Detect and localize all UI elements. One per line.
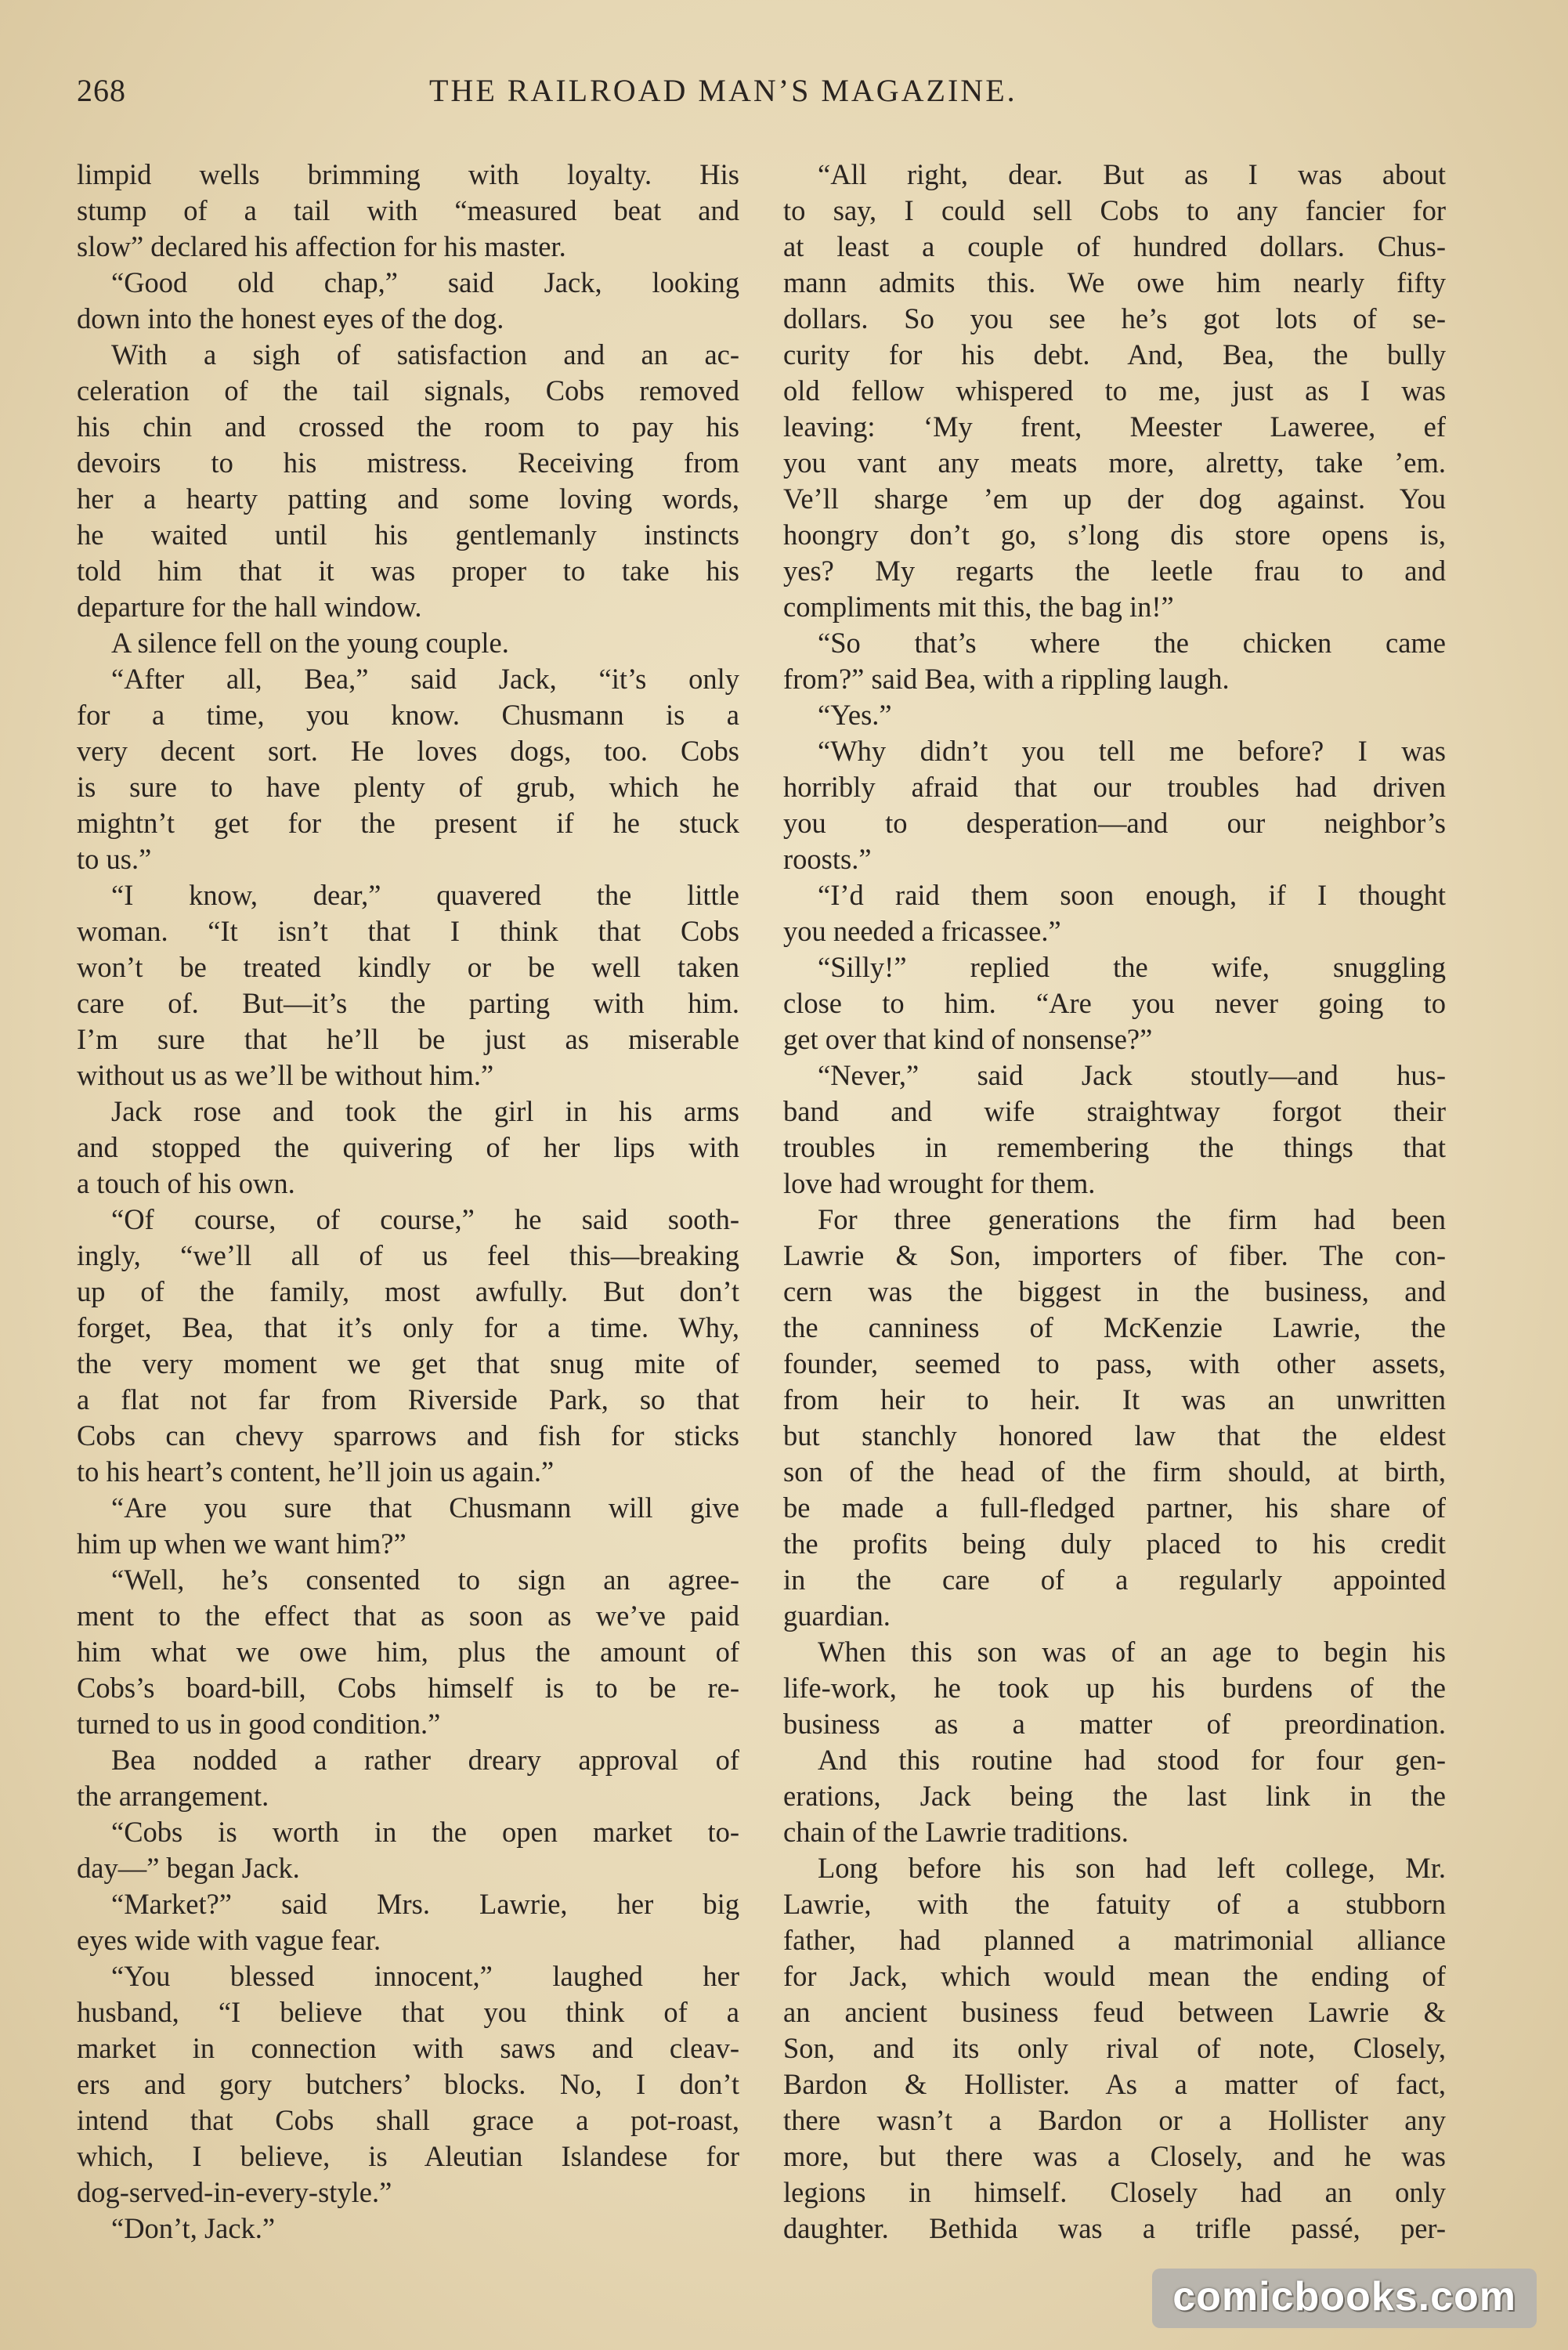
text-line: Bea nodded a rather dreary approval of [111,1744,739,1776]
text-line: son of the head of the firm should, at birth, [783,1455,1446,1488]
text-line: Son, and its only rival of note, Closely, [783,2032,1446,2064]
text-line: When this son was of an age to begin his [818,1636,1446,1668]
text-line: slow” declared his affection for his master. [77,230,566,262]
text-line: Bardon & Hollister. As a matter of fact, [783,2068,1446,2100]
text-line: chain of the Lawrie traditions. [783,1816,1129,1848]
text-line: “After all, Bea,” said Jack, “it’s only [111,663,739,695]
text-line: at least a couple of hundred dollars. Chus- [783,230,1446,262]
text-line: for a time, you know. Chusmann is a [77,699,739,731]
text-line: “Silly!” replied the wife, snuggling [818,951,1446,983]
watermark-logo: comicbooks.com [1152,2269,1537,2328]
text-line: intend that Cobs shall grace a pot-roast, [77,2104,739,2136]
text-line: be made a full-fledged partner, his share of [783,1491,1446,1524]
text-line: With a sigh of satisfaction and an ac- [111,338,739,371]
text-line: band and wife straightway forgot their [783,1095,1446,1127]
text-line: A silence fell on the young couple. [111,627,509,659]
text-line: is sure to have plenty of grub, which he [77,771,739,803]
text-line: up of the family, most awfully. But don’t [77,1275,739,1307]
text-line: down into the honest eyes of the dog. [77,302,504,334]
text-line: yes? My regarts the leetle frau to and [783,555,1446,587]
text-line: more, but there was a Closely, and he was [783,2140,1446,2172]
text-line: curity for his debt. And, Bea, the bully [783,338,1446,371]
text-line: Long before his son had left college, Mr. [818,1852,1446,1884]
text-line: to his heart’s content, he’ll join us again.” [77,1455,555,1488]
text-line: erations, Jack being the last link in the [783,1780,1446,1812]
text-line: life-work, he took up his burdens of the [783,1672,1446,1704]
text-line: you to desperation—and our neighbor’s [783,807,1446,839]
text-line: which, I believe, is Aleutian Islandese for [77,2140,739,2172]
text-line: from?” said Bea, with a rippling laugh. [783,663,1230,695]
text-line: “All right, dear. But as I was about [818,158,1446,190]
text-line: him what we owe him, plus the amount of [77,1636,739,1668]
text-line: and stopped the quivering of her lips with [77,1131,739,1163]
text-line: troubles in remembering the things that [783,1131,1446,1163]
text-line: cern was the biggest in the business, and [783,1275,1446,1307]
right-text-column [783,157,1446,2247]
text-line: business as a matter of preordination. [783,1708,1446,1740]
text-line: roosts.” [783,843,872,875]
text-line: day—” began Jack. [77,1852,300,1884]
text-line: turned to us in good condition.” [77,1708,441,1740]
text-line: her a hearty patting and some loving words, [77,483,739,515]
text-line: mightn’t get for the present if he stuck [77,807,739,839]
text-line: him up when we want him?” [77,1528,406,1560]
text-line: the profits being duly placed to his credit [783,1528,1446,1560]
text-line: celeration of the tail signals, Cobs removed [77,374,739,407]
text-line: for Jack, which would mean the ending of [783,1960,1446,1992]
text-line: husband, “I believe that you think of a [77,1996,739,2028]
page-number: 268 [77,73,126,108]
text-line: old fellow whispered to me, just as I was [783,374,1446,407]
text-line: ers and gory butchers’ blocks. No, I don’t [77,2068,739,2100]
text-line: horribly afraid that our troubles had driven [783,771,1446,803]
text-line: Cobs’s board-bill, Cobs himself is to be re- [77,1672,739,1704]
text-line: guardian. [783,1600,891,1632]
text-line: father, had planned a matrimonial alliance [783,1924,1446,1956]
text-line: in the care of a regularly appointed [783,1564,1446,1596]
page-header [77,72,1487,119]
text-line: stump of a tail with “measured beat and [77,194,739,226]
text-line: For three generations the firm had been [818,1203,1446,1235]
text-line: mann admits this. We owe him nearly fifty [783,266,1446,298]
text-line: the canniness of McKenzie Lawrie, the [783,1311,1446,1343]
text-line: to us.” [77,843,152,875]
text-line: ingly, “we’ll all of us feel this—breaking [77,1239,739,1271]
text-line: “I know, dear,” quavered the little [111,879,739,911]
text-line: compliments mit this, the bag in!” [783,591,1174,623]
text-line: “Of course, of course,” he said sooth- [111,1203,739,1235]
text-line: from heir to heir. It was an unwritten [783,1383,1446,1415]
text-line: leaving: ‘My frent, Meester Laweree, ef [783,410,1446,443]
text-line: you vant any meats more, alretty, take ’em. [783,446,1446,479]
text-line: “So that’s where the chicken came [818,627,1446,659]
text-line: Ve’ll sharge ’em up der dog against. You [783,483,1446,515]
text-line: ment to the effect that as soon as we’ve paid [77,1600,739,1632]
text-line: I’m sure that he’ll be just as miserable [77,1023,739,1055]
text-line: love had wrought for them. [783,1167,1096,1199]
text-line: care of. But—it’s the parting with him. [77,987,739,1019]
text-line: And this routine had stood for four gen- [818,1744,1446,1776]
text-line: “I’d raid them soon enough, if I thought [818,879,1446,911]
text-line: close to him. “Are you never going to [783,987,1446,1019]
text-line: “Are you sure that Chusmann will give [111,1491,739,1524]
text-line: dollars. So you see he’s got lots of se- [783,302,1446,334]
text-line: to say, I could sell Cobs to any fancier for [783,194,1446,226]
text-line: the very moment we get that snug mite of [77,1347,739,1379]
running-head: THE RAILROAD MAN’S MAGAZINE. [429,73,1017,108]
text-line: dog-served-in-every-style.” [77,2176,392,2208]
text-line: woman. “It isn’t that I think that Cobs [77,915,739,947]
text-line: “Well, he’s consented to sign an agree- [111,1564,739,1596]
text-line: founder, seemed to pass, with other assets, [783,1347,1446,1379]
text-line: a flat not far from Riverside Park, so that [77,1383,739,1415]
text-line: “Yes.” [818,699,892,731]
left-text-column [77,157,739,2247]
text-line: Jack rose and took the girl in his arms [111,1095,739,1127]
text-line: legions in himself. Closely had an only [783,2176,1446,2208]
text-line: market in connection with saws and cleav- [77,2032,739,2064]
text-line: forget, Bea, that it’s only for a time. Why, [77,1311,739,1343]
text-line: you needed a fricassee.” [783,915,1061,947]
text-line: won’t be treated kindly or be well taken [77,951,739,983]
text-line: “You blessed innocent,” laughed her [111,1960,739,1992]
text-line: a touch of his own. [77,1167,295,1199]
text-line: “Good old chap,” said Jack, looking [111,266,739,298]
text-line: Lawrie & Son, importers of fiber. The con- [783,1239,1446,1271]
text-line: “Market?” said Mrs. Lawrie, her big [111,1888,739,1920]
text-line: limpid wells brimming with loyalty. His [77,158,739,190]
text-line: there wasn’t a Bardon or a Hollister any [783,2104,1446,2136]
text-line: departure for the hall window. [77,591,422,623]
text-line: but stanchly honored law that the eldest [783,1419,1446,1452]
text-line: “Don’t, Jack.” [111,2212,276,2244]
text-line: eyes wide with vague fear. [77,1924,381,1956]
text-line: devoirs to his mistress. Receiving from [77,446,739,479]
text-line: Lawrie, with the fatuity of a stubborn [783,1888,1446,1920]
text-line: the arrangement. [77,1780,269,1812]
text-line: without us as we’ll be without him.” [77,1059,494,1091]
text-line: “Never,” said Jack stoutly—and hus- [818,1059,1446,1091]
text-line: get over that kind of nonsense?” [783,1023,1153,1055]
text-line: daughter. Bethida was a trifle passé, per- [783,2212,1446,2244]
text-line: an ancient business feud between Lawrie & [783,1996,1446,2028]
text-line: his chin and crossed the room to pay his [77,410,739,443]
text-line: told him that it was proper to take his [77,555,739,587]
text-line: “Cobs is worth in the open market to- [111,1816,739,1848]
text-line: “Why didn’t you tell me before? I was [818,735,1446,767]
text-line: Cobs can chevy sparrows and fish for sticks [77,1419,739,1452]
text-line: very decent sort. He loves dogs, too. Cobs [77,735,739,767]
text-line: he waited until his gentlemanly instincts [77,519,739,551]
text-line: hoongry don’t go, s’long dis store opens is, [783,519,1446,551]
